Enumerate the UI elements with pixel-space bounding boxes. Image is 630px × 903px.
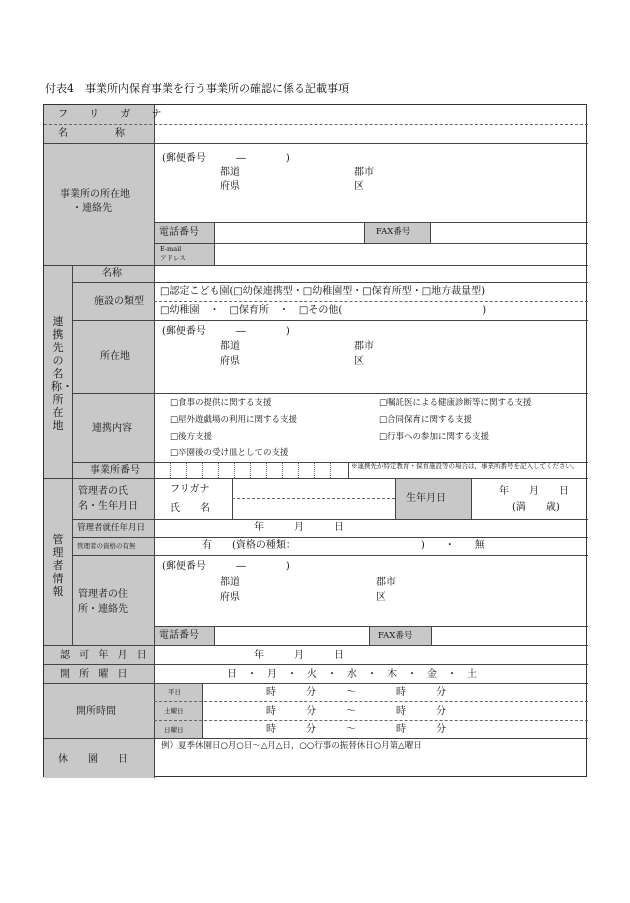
manager-tel-label: 電話番号 (159, 630, 199, 641)
weekday-hours: 時 分 ～ 時 分 (266, 687, 446, 698)
name-label: 名 称 (58, 128, 134, 139)
partner-vertical-label: 連携先の名称・所在地 (51, 315, 73, 432)
sunday-hours: 時 分 ～ 時 分 (266, 724, 446, 735)
office-number-input[interactable] (156, 463, 347, 477)
manager-gunshi: 郡市 (376, 577, 396, 588)
manager-tel-input[interactable] (216, 627, 368, 644)
office-postal: (郵便番号 ― ) (162, 153, 290, 164)
furigana-label: フ リ ガ ナ (58, 109, 171, 120)
email-label-1: E-mail (160, 245, 182, 253)
manager-fax-label: FAX番号 (378, 631, 413, 641)
manager-postal: (郵便番号 ― ) (162, 561, 290, 572)
partner-name-input[interactable] (156, 266, 587, 281)
office-fuken: 府県 (220, 181, 240, 192)
birth-label: 生年月日 (406, 493, 446, 504)
manager-address-label-1: 管理者の住 (78, 589, 128, 600)
name-input[interactable] (156, 125, 587, 142)
manager-furigana-label: フリガナ (170, 484, 210, 495)
holiday-label: 休 園 日 (58, 754, 128, 765)
approval-value: 年 月 日 (254, 650, 344, 661)
coop-item-doctor: □嘱託医による健康診断等に関する支援 (379, 398, 532, 408)
qualification-label: 管理者の資格の有無 (77, 542, 136, 550)
manager-shimei-label: 氏 名 (170, 503, 210, 514)
coop-item-events: □行事への参加に関する支援 (379, 432, 490, 442)
office-address-label-1: 事業所の所在地 (60, 189, 130, 200)
approval-label: 認 可 年 月 日 (60, 650, 150, 661)
saturday-label: 土曜日 (164, 707, 184, 715)
office-tel-label: 電話番号 (159, 227, 199, 238)
coop-item-food: □食事の提供に関する支援 (170, 398, 272, 408)
manager-fuken: 府県 (220, 592, 240, 603)
saturday-hours: 時 分 ～ 時 分 (266, 706, 446, 717)
form-title: 付表4 事業所内保育事業を行う事業所の確認に係る記載事項 (45, 82, 349, 95)
appointed-label: 管理者就任年月日 (77, 523, 146, 533)
manager-address-label-2: 所・連絡先 (78, 604, 128, 615)
furigana-input[interactable] (156, 106, 587, 123)
birth-age: (満 歳) (512, 502, 560, 513)
open-days-value: 日 ・ 月 ・ 火 ・ 水 ・ 木 ・ 金 ・ 土 (227, 669, 477, 680)
partner-postal: (郵便番号 ― ) (162, 326, 290, 337)
manager-furigana-input[interactable] (234, 479, 394, 497)
email-input[interactable] (216, 244, 587, 264)
office-todo: 都道 (220, 167, 240, 178)
office-number-label: 事業所番号 (90, 465, 140, 476)
partner-todo: 都道 (220, 341, 240, 352)
coop-item-backup: □後方支援 (170, 432, 213, 442)
open-hours-label: 開所時間 (76, 706, 116, 717)
partner-fuken: 府県 (220, 356, 240, 367)
weekday-label: 平日 (168, 688, 181, 696)
facility-type-line2: □幼稚園 ・ □保育所 ・ □その他( ) (160, 305, 487, 316)
office-gunshi: 郡市 (354, 167, 374, 178)
facility-type-label: 施設の類型 (94, 296, 144, 307)
partner-gunshi: 郡市 (354, 341, 374, 352)
confirmation-form (43, 104, 587, 777)
coop-item-joint-care: □合同保育に関する支援 (379, 415, 473, 425)
open-days-label: 開 所 曜 日 (60, 669, 131, 680)
manager-fax-input[interactable] (433, 627, 587, 644)
cooperation-label: 連携内容 (92, 423, 132, 434)
qualification-value: 有 (資格の種類： ) ・ 無 (202, 540, 485, 551)
manager-vertical-label: 管理者情報 (52, 533, 64, 598)
office-address-label-2: ・連絡先 (72, 203, 112, 214)
manager-name-input[interactable] (234, 500, 394, 518)
location-label: 所在地 (100, 351, 130, 362)
birth-value: 年 月 日 (499, 486, 569, 497)
office-fax-input[interactable] (432, 223, 587, 242)
office-tel-input[interactable] (216, 223, 363, 242)
partner-ku: 区 (354, 356, 364, 367)
holiday-example: 例）夏季休園日○月○日～△月△日，○○行事の振替休日○月第△曜日 (161, 741, 422, 751)
coop-item-playground: □屋外遊戯場の利用に関する支援 (170, 415, 298, 425)
office-fax-label: FAX番号 (376, 227, 411, 237)
partner-name-label: 名称 (102, 268, 122, 279)
manager-ku: 区 (376, 592, 386, 603)
email-label-2: アドレス (160, 254, 186, 262)
manager-name-label-2: 名・生年月日 (78, 501, 138, 512)
sunday-label: 日曜日 (164, 726, 184, 734)
appointed-value: 年 月 日 (254, 522, 344, 533)
manager-name-label-1: 管理者の氏 (78, 486, 128, 497)
manager-todo: 都道 (220, 577, 240, 588)
coop-item-after-graduation: □卒園後の受け皿としての支援 (170, 448, 289, 458)
office-number-note: ※連携先が特定教育・保育施設等の場合は，事業所番号を記入してください。 (351, 462, 579, 470)
facility-type-line1: □認定こども園(□幼保連携型・□幼稚園型・□保育所型・□地方裁量型) (160, 286, 486, 297)
office-ku: 区 (354, 181, 364, 192)
